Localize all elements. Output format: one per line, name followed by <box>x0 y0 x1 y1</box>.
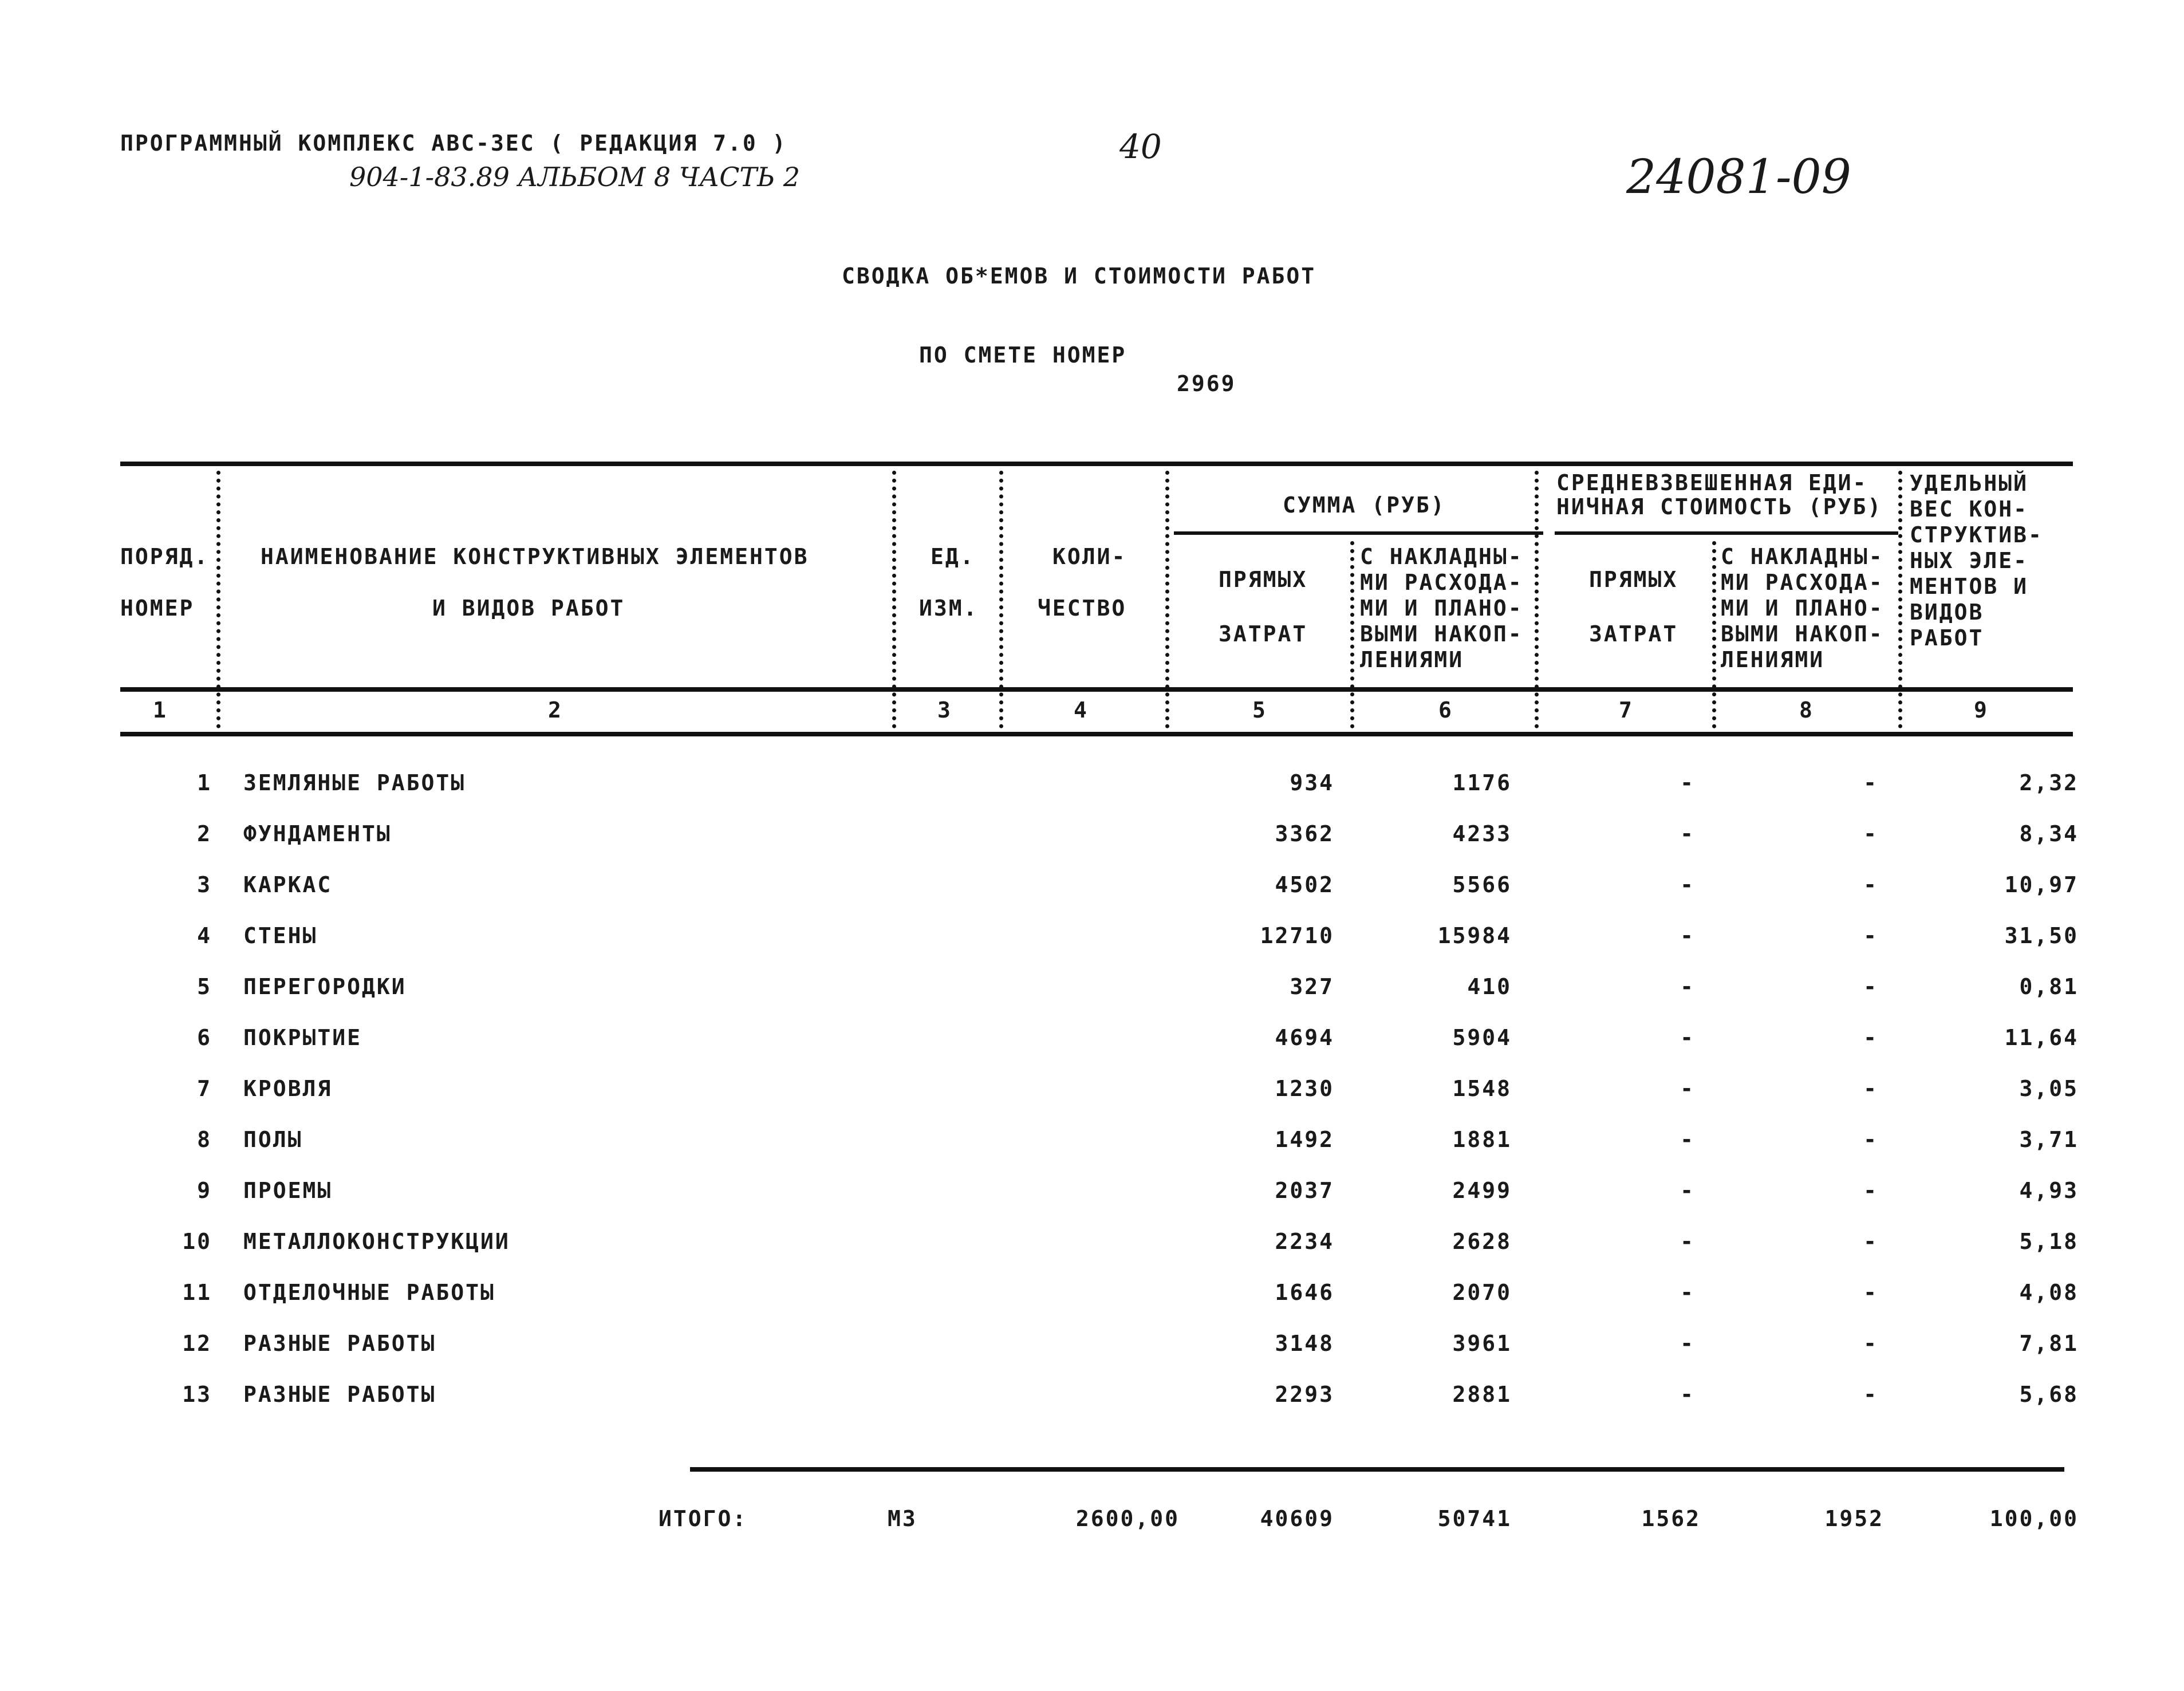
cell-no: 5 <box>197 974 212 999</box>
cell-avg-direct: - <box>1680 923 1695 948</box>
total-overhead: 50741 <box>1437 1506 1512 1531</box>
cell-name: КРОВЛЯ <box>243 1076 333 1101</box>
cell-no: 9 <box>197 1178 212 1203</box>
colnum-7: 7 <box>1619 697 1634 723</box>
cell-direct: 2234 <box>1275 1229 1334 1254</box>
header-bottom-rule <box>120 687 2073 692</box>
cell-name: ЗЕМЛЯНЫЕ РАБОТЫ <box>243 770 466 795</box>
cell-share: 5,18 <box>2019 1229 2079 1254</box>
cell-name: ПОЛЫ <box>243 1127 303 1152</box>
estimate-label: ПО СМЕТЕ НОМЕР <box>919 342 1127 368</box>
cell-avg-direct: - <box>1680 1280 1695 1305</box>
document-code: 24081-09 <box>1626 150 1851 204</box>
cell-no: 12 <box>182 1331 212 1356</box>
cell-avg-overhead: - <box>1863 923 1878 948</box>
header-col8 <box>1721 544 1884 673</box>
total-direct: 40609 <box>1260 1506 1334 1531</box>
cell-overhead: 1881 <box>1452 1127 1512 1152</box>
header-col1-line2: НОМЕР <box>120 596 195 621</box>
cell-name: ОТДЕЛОЧНЫЕ РАБОТЫ <box>243 1280 495 1305</box>
header-col5-line1: ПРЯМЫХ <box>1219 567 1308 592</box>
estimate-number: 2969 <box>1177 371 1236 396</box>
cell-direct: 1230 <box>1275 1076 1334 1101</box>
header-col6-line2: МИ РАСХОДА- <box>1360 570 1523 595</box>
colnum-4: 4 <box>1074 697 1089 723</box>
cell-name: СТЕНЫ <box>243 923 318 948</box>
total-quantity: 2600,00 <box>1075 1506 1180 1531</box>
header-col6-line1: С НАКЛАДНЫ- <box>1360 544 1523 569</box>
header-col2-line2: И ВИДОВ РАБОТ <box>432 596 625 621</box>
cell-no: 2 <box>197 821 212 846</box>
cell-overhead: 5566 <box>1452 872 1512 897</box>
album-note: 904-1-83.89 АЛЬБОМ 8 ЧАСТЬ 2 <box>349 161 800 192</box>
total-avg-overhead: 1952 <box>1824 1506 1884 1531</box>
cell-avg-direct: - <box>1680 1229 1695 1254</box>
cell-overhead: 15984 <box>1437 923 1512 948</box>
header-col7-line2: ЗАТРАТ <box>1589 621 1678 647</box>
cell-name: ПЕРЕГОРОДКИ <box>243 974 407 999</box>
cell-no: 10 <box>182 1229 212 1254</box>
cell-direct: 4694 <box>1275 1025 1334 1050</box>
colnum-9: 9 <box>1974 697 1989 723</box>
cell-share: 8,34 <box>2019 821 2079 846</box>
cell-overhead: 2628 <box>1452 1229 1512 1254</box>
header-col4-line1: КОЛИ- <box>1052 544 1127 569</box>
colnum-3: 3 <box>937 697 952 723</box>
header-col6-line4: ВЫМИ НАКОП- <box>1360 621 1523 647</box>
colnum-2: 2 <box>548 697 563 723</box>
cell-avg-direct: - <box>1680 872 1695 897</box>
cell-direct: 1646 <box>1275 1280 1334 1305</box>
cell-name: КАРКАС <box>243 872 333 897</box>
header-col6-line3: МИ И ПЛАНО- <box>1360 596 1523 621</box>
header-col7-line1: ПРЯМЫХ <box>1589 567 1678 592</box>
header-col9-line2: ВЕС КОН- <box>1910 496 2029 522</box>
cell-overhead: 1548 <box>1452 1076 1512 1101</box>
cell-avg-direct: - <box>1680 1331 1695 1356</box>
cell-name: ПОКРЫТИЕ <box>243 1025 362 1050</box>
header-col4-line2: ЧЕСТВО <box>1038 596 1127 621</box>
total-avg-direct: 1562 <box>1641 1506 1701 1531</box>
cell-avg-direct: - <box>1680 1178 1695 1203</box>
cell-avg-overhead: - <box>1863 1025 1878 1050</box>
header-col9-line6: ВИДОВ <box>1910 600 1984 625</box>
cell-avg-overhead: - <box>1863 872 1878 897</box>
cell-overhead: 3961 <box>1452 1331 1512 1356</box>
cell-share: 3,05 <box>2019 1076 2079 1101</box>
header-avg-group <box>1556 471 1882 519</box>
cell-share: 11,64 <box>2004 1025 2079 1050</box>
cell-avg-overhead: - <box>1863 1331 1878 1356</box>
cell-overhead: 4233 <box>1452 821 1512 846</box>
header-col8-line4: ВЫМИ НАКОП- <box>1721 621 1884 647</box>
cell-direct: 12710 <box>1260 923 1334 948</box>
cell-no: 3 <box>197 872 212 897</box>
cell-no: 11 <box>182 1280 212 1305</box>
cell-avg-overhead: - <box>1863 1229 1878 1254</box>
col-separator <box>1535 471 1539 728</box>
cell-name: ФУНДАМЕНТЫ <box>243 821 392 846</box>
cell-direct: 327 <box>1290 974 1334 999</box>
header-col1-line1: ПОРЯД. <box>120 544 210 569</box>
header-col8-line5: ЛЕНИЯМИ <box>1721 647 1825 672</box>
col-separator <box>1712 541 1716 728</box>
sum-group-rule <box>1174 531 1543 535</box>
header-col8-line3: МИ И ПЛАНО- <box>1721 596 1884 621</box>
col-separator <box>999 471 1003 728</box>
program-line: ПРОГРАММНЫЙ КОМПЛЕКС АВС-ЗЕС ( РЕДАКЦИЯ 7.0 ) <box>120 131 787 156</box>
cell-avg-overhead: - <box>1863 1076 1878 1101</box>
cell-direct: 934 <box>1290 770 1334 795</box>
cell-direct: 3148 <box>1275 1331 1334 1356</box>
cell-no: 7 <box>197 1076 212 1101</box>
cell-direct: 1492 <box>1275 1127 1334 1152</box>
header-col6-line5: ЛЕНИЯМИ <box>1360 647 1464 672</box>
cell-name: РАЗНЫЕ РАБОТЫ <box>243 1382 436 1407</box>
cell-avg-direct: - <box>1680 1382 1695 1407</box>
cell-avg-overhead: - <box>1863 1127 1878 1152</box>
avg-group-rule <box>1555 531 1898 535</box>
col-separator <box>1165 471 1169 728</box>
cell-no: 13 <box>182 1382 212 1407</box>
header-col3-line1: ЕД. <box>931 544 975 569</box>
cell-direct: 2293 <box>1275 1382 1334 1407</box>
page-number: 40 <box>1119 127 1162 166</box>
total-unit: М3 <box>888 1506 917 1531</box>
table-top-rule <box>120 462 2073 466</box>
cell-share: 10,97 <box>2004 872 2079 897</box>
cell-name: ПРОЕМЫ <box>243 1178 333 1203</box>
total-share: 100,00 <box>1989 1506 2079 1531</box>
cell-avg-overhead: - <box>1863 1178 1878 1203</box>
col-separator <box>1898 471 1902 728</box>
cell-share: 31,50 <box>2004 923 2079 948</box>
cell-overhead: 2499 <box>1452 1178 1512 1203</box>
col-separator <box>892 471 896 728</box>
cell-overhead: 5904 <box>1452 1025 1512 1050</box>
total-label: ИТОГО: <box>659 1506 748 1531</box>
cell-no: 8 <box>197 1127 212 1152</box>
header-col9-line1: УДЕЛЬНЫЙ <box>1910 471 2029 496</box>
cell-avg-direct: - <box>1680 1025 1695 1050</box>
cell-share: 4,93 <box>2019 1178 2079 1203</box>
cell-avg-direct: - <box>1680 1076 1695 1101</box>
cell-avg-overhead: - <box>1863 770 1878 795</box>
cell-avg-direct: - <box>1680 770 1695 795</box>
header-col5-line2: ЗАТРАТ <box>1219 621 1308 647</box>
cell-share: 7,81 <box>2019 1331 2079 1356</box>
header-col9-line5: МЕНТОВ И <box>1910 574 2029 599</box>
header-col8-line2: МИ РАСХОДА- <box>1721 570 1884 595</box>
cell-no: 6 <box>197 1025 212 1050</box>
colnum-6: 6 <box>1438 697 1453 723</box>
colnum-1: 1 <box>153 697 168 723</box>
cell-no: 1 <box>197 770 212 795</box>
cell-avg-overhead: - <box>1863 1280 1878 1305</box>
cell-direct: 3362 <box>1275 821 1334 846</box>
cell-share: 5,68 <box>2019 1382 2079 1407</box>
cell-avg-direct: - <box>1680 821 1695 846</box>
header-col9-line4: НЫХ ЭЛЕ- <box>1910 548 2029 573</box>
report-title: СВОДКА ОБ*ЕМОВ И СТОИМОСТИ РАБОТ <box>842 263 1316 289</box>
cell-avg-direct: - <box>1680 1127 1695 1152</box>
cell-overhead: 2070 <box>1452 1280 1512 1305</box>
header-avg-line1: СРЕДНЕВЗВЕШЕННАЯ ЕДИ- <box>1556 470 1868 495</box>
cell-share: 0,81 <box>2019 974 2079 999</box>
cell-overhead: 2881 <box>1452 1382 1512 1407</box>
cell-overhead: 410 <box>1467 974 1512 999</box>
header-col9-line3: СТРУКТИВ- <box>1910 522 2043 547</box>
header-sum-group: СУММА (РУБ) <box>1283 492 1446 518</box>
cell-name: МЕТАЛЛОКОНСТРУКЦИИ <box>243 1229 510 1254</box>
cell-no: 4 <box>197 923 212 948</box>
col-separator <box>1350 541 1354 728</box>
cell-name: РАЗНЫЕ РАБОТЫ <box>243 1331 436 1356</box>
header-col6 <box>1360 544 1523 673</box>
header-avg-line2: НИЧНАЯ СТОИМОСТЬ (РУБ) <box>1556 494 1883 519</box>
cell-direct: 4502 <box>1275 872 1334 897</box>
col-separator <box>216 471 220 728</box>
cell-direct: 2037 <box>1275 1178 1334 1203</box>
header-col9-line7: РАБОТ <box>1910 625 1984 651</box>
header-col9 <box>1910 471 2043 651</box>
header-col3-line2: ИЗМ. <box>919 596 979 621</box>
cell-avg-overhead: - <box>1863 821 1878 846</box>
cell-avg-overhead: - <box>1863 1382 1878 1407</box>
colnum-bottom-rule <box>120 732 2073 736</box>
header-col8-line1: С НАКЛАДНЫ- <box>1721 544 1884 569</box>
cell-share: 2,32 <box>2019 770 2079 795</box>
total-rule <box>690 1467 2064 1472</box>
cell-overhead: 1176 <box>1452 770 1512 795</box>
colnum-8: 8 <box>1799 697 1814 723</box>
header-col2-line1: НАИМЕНОВАНИЕ КОНСТРУКТИВНЫХ ЭЛЕМЕНТОВ <box>261 544 809 569</box>
cell-share: 4,08 <box>2019 1280 2079 1305</box>
colnum-5: 5 <box>1252 697 1267 723</box>
cell-share: 3,71 <box>2019 1127 2079 1152</box>
cell-avg-overhead: - <box>1863 974 1878 999</box>
cell-avg-direct: - <box>1680 974 1695 999</box>
